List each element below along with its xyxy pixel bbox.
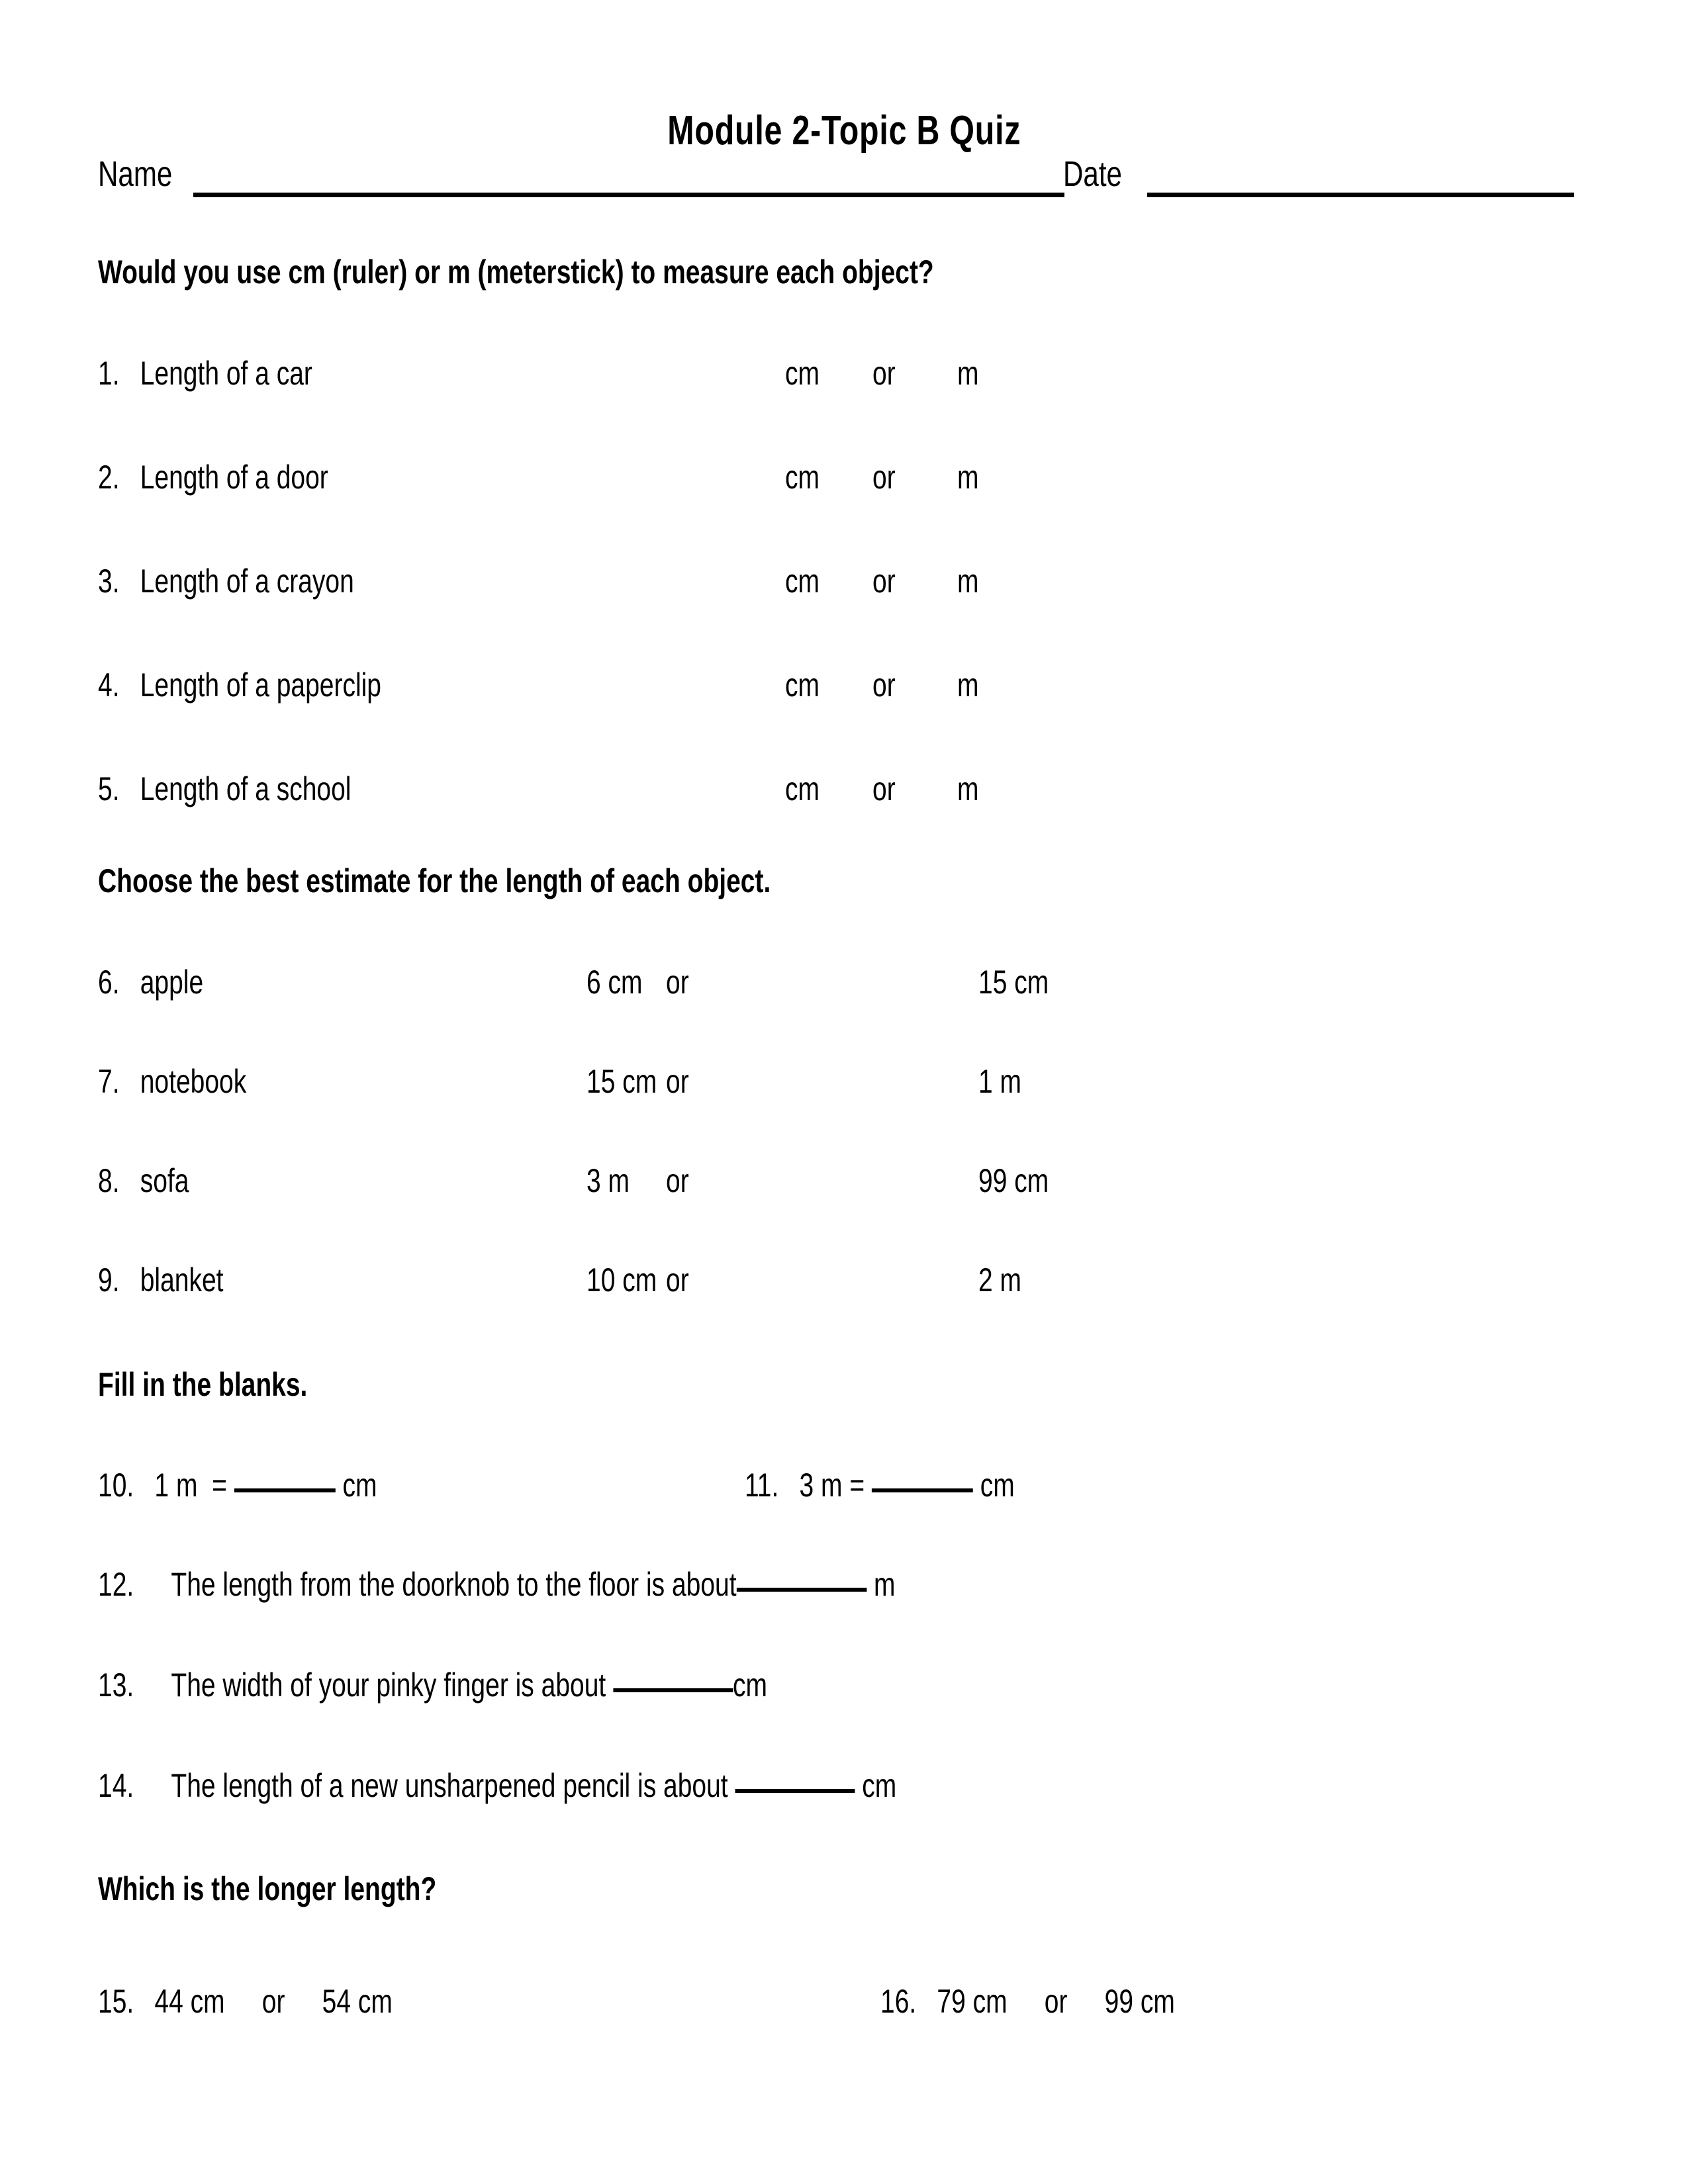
option-15-a[interactable]: 44 cm — [154, 1983, 225, 2020]
option-9-b[interactable]: 2 m — [978, 1261, 1022, 1298]
question-11-suffix: cm — [972, 1467, 1015, 1504]
question-1-number: 1. — [98, 355, 120, 392]
question-14-suffix: cm — [855, 1767, 897, 1804]
section-heading-fill-in-the-blanks-text: Fill in the blanks. — [98, 1366, 308, 1403]
question-3-label — [98, 562, 426, 600]
option-8-b[interactable]: 99 cm — [978, 1162, 1049, 1199]
question-9-label — [98, 1261, 259, 1299]
question-12-content — [98, 1565, 895, 1604]
option-4-or: or — [872, 666, 896, 704]
question-8-text: sofa — [140, 1162, 189, 1199]
date-input-line[interactable] — [1147, 193, 1574, 197]
question-row-1 — [98, 354, 1620, 400]
question-2-number: 2. — [98, 459, 120, 496]
question-9-text: blanket — [140, 1261, 224, 1298]
question-5-label — [98, 770, 422, 808]
answer-blank-12[interactable] — [737, 1588, 867, 1592]
question-row-5 — [98, 770, 1620, 816]
question-11-prefix: 3 m = — [799, 1467, 872, 1504]
question-7-text: notebook — [140, 1063, 247, 1100]
question-11-number: 11. — [745, 1467, 779, 1504]
option-5-b[interactable]: m — [957, 770, 979, 807]
question-2-label — [98, 458, 393, 496]
name-date-row — [98, 154, 1607, 206]
question-14-number: 14. — [98, 1767, 134, 1804]
section-heading-units-choice-text: Would you use cm (ruler) or m (meterstick) to measure each object? — [98, 253, 934, 291]
page-title — [0, 107, 1688, 154]
question-row-12 — [98, 1565, 1120, 1604]
date-label-text: Date — [1063, 154, 1122, 194]
page-title-text: Module 2-Topic B Quiz — [667, 108, 1021, 154]
date-label — [1063, 154, 1139, 195]
question-10-content — [98, 1466, 377, 1504]
option-7-or: or — [666, 1063, 689, 1100]
question-10-number: 10. — [98, 1467, 134, 1504]
question-row-14 — [98, 1766, 1122, 1805]
option-15-b[interactable]: 54 cm — [322, 1983, 393, 2020]
option-5-a[interactable]: cm — [785, 770, 820, 807]
question-12-suffix: m — [867, 1566, 896, 1603]
question-14-prefix: The length of a new unsharpened pencil is about — [171, 1767, 735, 1804]
option-2-or: or — [872, 459, 896, 496]
question-1-label — [98, 354, 373, 392]
question-1-text: Length of a car — [140, 355, 312, 392]
question-13-prefix: The width of your pinky finger is about — [171, 1666, 614, 1704]
question-row-7 — [98, 1062, 1620, 1109]
question-7-label — [98, 1062, 288, 1101]
question-row-11 — [745, 1466, 1091, 1504]
option-1-or: or — [872, 355, 896, 392]
option-16-or: or — [1044, 1983, 1068, 2020]
question-row-4 — [98, 666, 1620, 712]
option-7-b[interactable]: 1 m — [978, 1063, 1022, 1100]
question-row-10 — [98, 1466, 455, 1504]
question-row-6 — [98, 963, 1620, 1009]
question-15-content — [98, 1982, 393, 2021]
question-8-number: 8. — [98, 1162, 120, 1199]
option-5-or: or — [872, 770, 896, 807]
answer-blank-13[interactable] — [613, 1688, 733, 1692]
question-13-suffix: cm — [733, 1666, 768, 1704]
section-heading-best-estimate-text: Choose the best estimate for the length of each object. — [98, 862, 771, 899]
question-5-text: Length of a school — [140, 770, 352, 807]
question-9-number: 9. — [98, 1261, 120, 1298]
option-2-a[interactable]: cm — [785, 459, 820, 496]
question-6-text: apple — [140, 964, 204, 1001]
question-row-3 — [98, 562, 1620, 608]
question-12-number: 12. — [98, 1566, 134, 1603]
question-row-9 — [98, 1261, 1620, 1307]
question-2-text: Length of a door — [140, 459, 328, 496]
name-label-text: Name — [98, 154, 173, 194]
option-1-a[interactable]: cm — [785, 355, 820, 392]
answer-blank-10[interactable] — [234, 1488, 336, 1492]
question-10-prefix: 1 m = — [154, 1467, 234, 1504]
option-6-b[interactable]: 15 cm — [978, 964, 1049, 1001]
question-4-number: 4. — [98, 666, 120, 704]
question-6-label — [98, 963, 233, 1001]
question-5-number: 5. — [98, 770, 120, 807]
question-12-prefix: The length from the doorknob to the floor is about — [171, 1566, 737, 1603]
option-8-or: or — [666, 1162, 689, 1199]
option-9-a[interactable]: 10 cm — [586, 1261, 657, 1298]
option-16-a[interactable]: 79 cm — [937, 1983, 1008, 2020]
option-3-b[interactable]: m — [957, 563, 979, 600]
section-heading-longer-length-text: Which is the longer length? — [98, 1870, 437, 1907]
question-14-content — [98, 1766, 896, 1805]
option-6-a[interactable]: 6 cm — [586, 964, 643, 1001]
question-4-label — [98, 666, 461, 704]
question-16-number: 16. — [880, 1983, 917, 2020]
section-heading-fill-in-the-blanks — [98, 1365, 367, 1404]
question-row-13 — [98, 1666, 956, 1704]
section-heading-units-choice — [98, 253, 1170, 291]
option-4-b[interactable]: m — [957, 666, 979, 704]
option-7-a[interactable]: 15 cm — [586, 1063, 657, 1100]
question-row-2 — [98, 458, 1620, 504]
question-13-number: 13. — [98, 1666, 134, 1704]
question-8-label — [98, 1161, 214, 1200]
option-9-or: or — [666, 1261, 689, 1298]
question-11-content — [745, 1466, 1015, 1504]
question-10-suffix: cm — [335, 1467, 377, 1504]
option-8-a[interactable]: 3 m — [586, 1162, 630, 1199]
section-heading-best-estimate — [98, 862, 961, 900]
name-input-line[interactable] — [193, 193, 1064, 197]
question-16-content — [880, 1982, 1175, 2021]
option-16-b[interactable]: 99 cm — [1104, 1983, 1175, 2020]
option-3-or: or — [872, 563, 896, 600]
option-2-b[interactable]: m — [957, 459, 979, 496]
question-row-8 — [98, 1161, 1620, 1208]
question-row-15 — [98, 1982, 475, 2021]
question-7-number: 7. — [98, 1063, 120, 1100]
name-label — [98, 154, 193, 195]
question-3-number: 3. — [98, 563, 120, 600]
option-3-a[interactable]: cm — [785, 563, 820, 600]
question-6-number: 6. — [98, 964, 120, 1001]
option-4-a[interactable]: cm — [785, 666, 820, 704]
answer-blank-14[interactable] — [735, 1789, 855, 1793]
section-heading-longer-length — [98, 1870, 532, 1908]
answer-blank-11[interactable] — [872, 1488, 973, 1492]
question-15-number: 15. — [98, 1983, 134, 2020]
question-row-16 — [880, 1982, 1258, 2021]
question-13-content — [98, 1666, 767, 1704]
question-3-text: Length of a crayon — [140, 563, 354, 600]
option-1-b[interactable]: m — [957, 355, 979, 392]
option-15-or: or — [261, 1983, 285, 2020]
question-4-text: Length of a paperclip — [140, 666, 382, 704]
option-6-or: or — [666, 964, 689, 1001]
